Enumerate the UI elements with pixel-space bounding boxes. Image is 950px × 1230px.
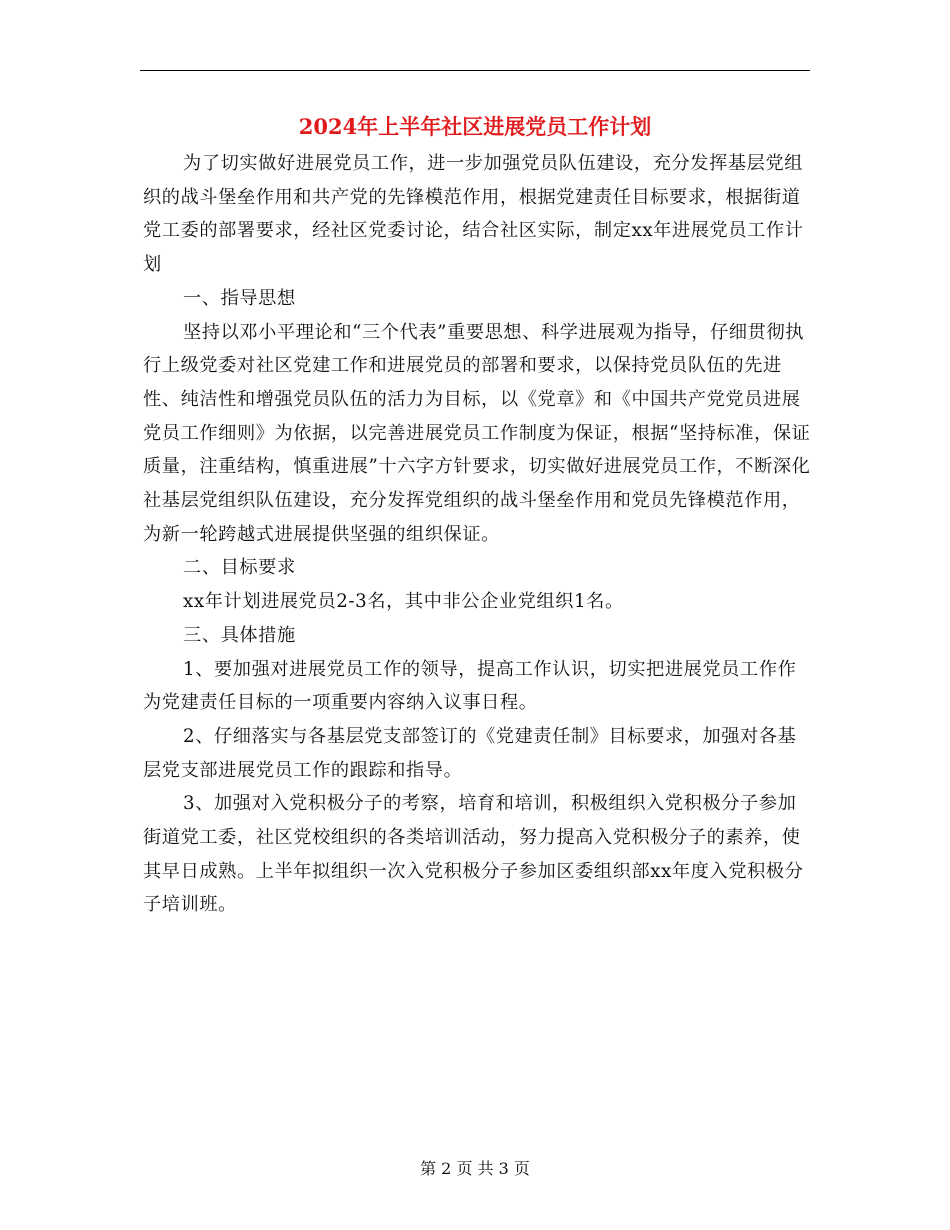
document-body — [143, 147, 813, 922]
paragraph-guiding-thought: 坚持以邓小平理论和“三个代表”重要思想、科学进展观为指导，仔细贯彻执行上级党委对社区党建工作和进展党员的部署和要求，以保持党员队伍的先进性、纯洁性和增强党员队伍的活力为目标，以《党章》和《中国共产党党员进展党员工作细则》为依据，以完善进展党员工作制度为保证，根据“坚持标准，保证质量，注重结构，慎重进展”十六字方针要求，切实做好进展党员工作，不断深化社基层党组织队伍建设，充分发挥党组织的战斗堡垒作用和党员先锋模范作用，为新一轮跨越式进展提供坚强的组织保证。 — [143, 321, 811, 545]
paragraph-goals: xx年计划进展党员2-3名，其中非公企业党组织1名。 — [183, 591, 624, 613]
header-rule — [140, 70, 810, 71]
measure-item-1: 1、要加强对进展党员工作的领导，提高工作认识，切实把进展党员工作作为党建责任目标的一项重要内容纳入议事日程。 — [143, 658, 797, 714]
document-title: 2024年上半年社区进展党员工作计划 — [298, 114, 652, 139]
measure-item-2: 2、仔细落实与各基层党支部签订的《党建责任制》目标要求，加强对各基层党支部进展党员工作的跟踪和指导。 — [143, 725, 797, 781]
paragraph-intro: 为了切实做好进展党员工作，进一步加强党员队伍建设，充分发挥基层党组织的战斗堡垒作用和共产党的先锋模范作用，根据党建责任目标要求，根据街道党工委的部署要求，经社区党委讨论，结合社区实际，制定xx年进展党员工作计划 — [143, 153, 804, 276]
section-heading-guiding-thought: 一、指导思想 — [183, 287, 296, 309]
section-heading-goals: 二、目标要求 — [183, 557, 296, 579]
measure-item-3: 3、加强对入党积极分子的考察，培育和培训，积极组织入党积极分子参加街道党工委，社区党校组织的各类培训活动，努力提高入党积极分子的素养，使其早日成熟。上半年拟组织一次入党积极分子参加区委组织部xx年度入党积极分子培训班。 — [143, 793, 804, 916]
page-number-footer: 第 2 页 共 3 页 — [420, 1159, 530, 1178]
section-heading-measures: 三、具体措施 — [183, 624, 296, 646]
